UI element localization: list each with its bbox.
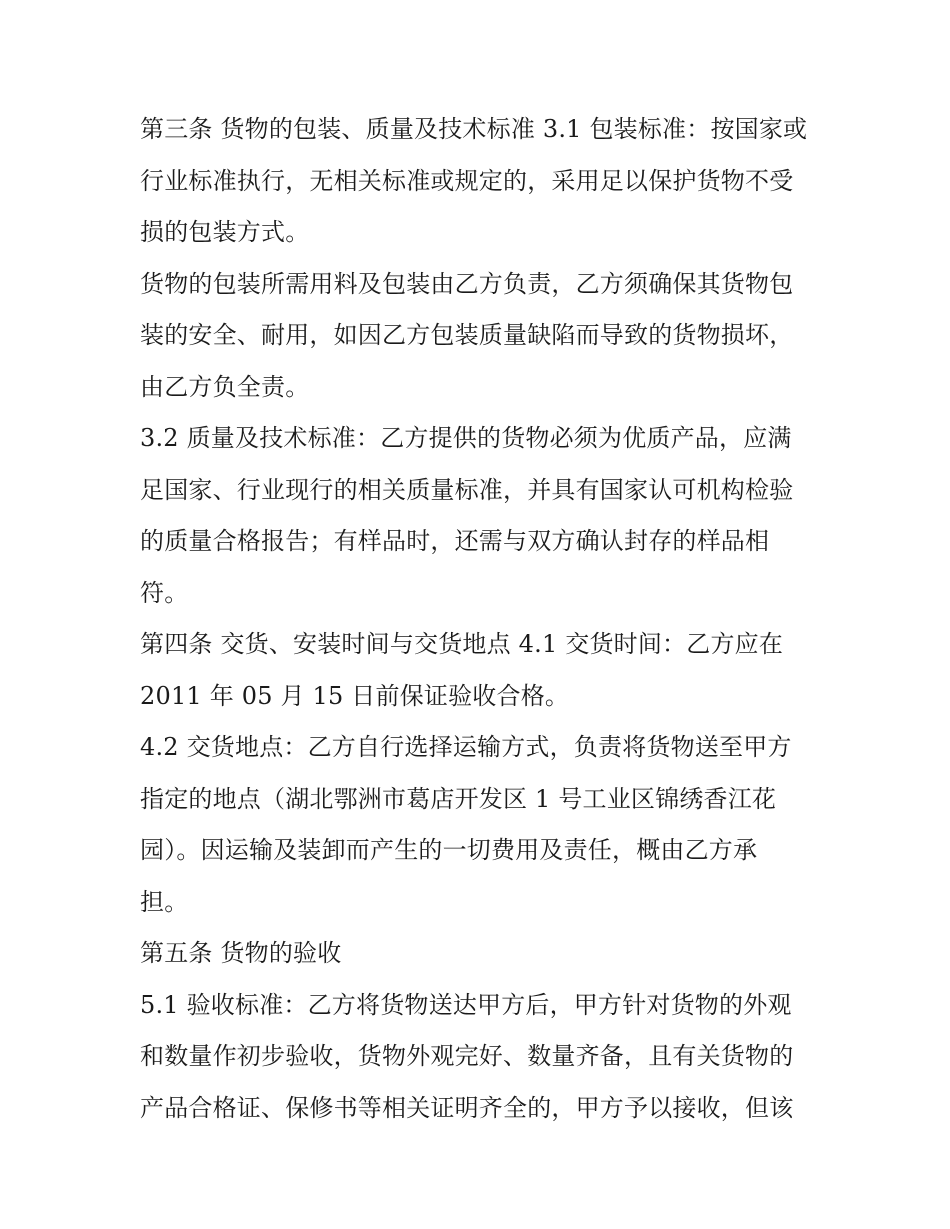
text-line: 园）。因运输及装卸而产生的一切费用及责任，概由乙方承 [140,836,758,864]
text-line: 装的安全、耐用，如因乙方包装质量缺陷而导致的货物损坏， [140,321,794,349]
text-line: 5.1 验收标准：乙方将货物送达甲方后，甲方针对货物的外观 [140,990,792,1019]
text-line: 指定的地点（湖北鄂洲市葛店开发区 1 号工业区锦绣香江花 [140,784,777,813]
text-line: 产品合格证、保修书等相关证明齐全的，甲方予以接收，但该 [140,1093,794,1122]
text-line: 和数量作初步验收，货物外观完好、数量齐备，且有关货物的 [140,1042,794,1070]
document-body [140,104,820,1134]
text-line: 第四条 交货、安装时间与交货地点 4.1 交货时间：乙方应在 [140,630,784,658]
text-line: 货物的包装所需用料及包装由乙方负责，乙方须确保其货物包 [140,269,794,298]
text-line: 3.2 质量及技术标准：乙方提供的货物必须为优质产品，应满 [140,424,792,452]
text-line: 足国家、行业现行的相关质量标准，并具有国家认可机构检验 [140,475,794,504]
text-line: 4.2 交货地点：乙方自行选择运输方式，负责将货物送至甲方 [140,733,792,761]
text-line: 由乙方负全责。 [140,372,310,401]
text-line: 第五条 货物的验收 [140,939,342,967]
text-line: 担。 [140,887,189,916]
text-line: 行业标准执行，无相关标准或规定的，采用足以保护货物不受 [140,166,794,195]
text-line: 损的包装方式。 [140,218,310,246]
text-line: 符。 [140,578,189,607]
text-line: 第三条 货物的包装、质量及技术标准 3.1 包装标准：按国家或 [140,115,808,143]
text-line: 2011 年 05 月 15 日前保证验收合格。 [140,681,570,710]
text-line: 的质量合格报告；有样品时，还需与双方确认封存的样品相 [140,527,770,555]
